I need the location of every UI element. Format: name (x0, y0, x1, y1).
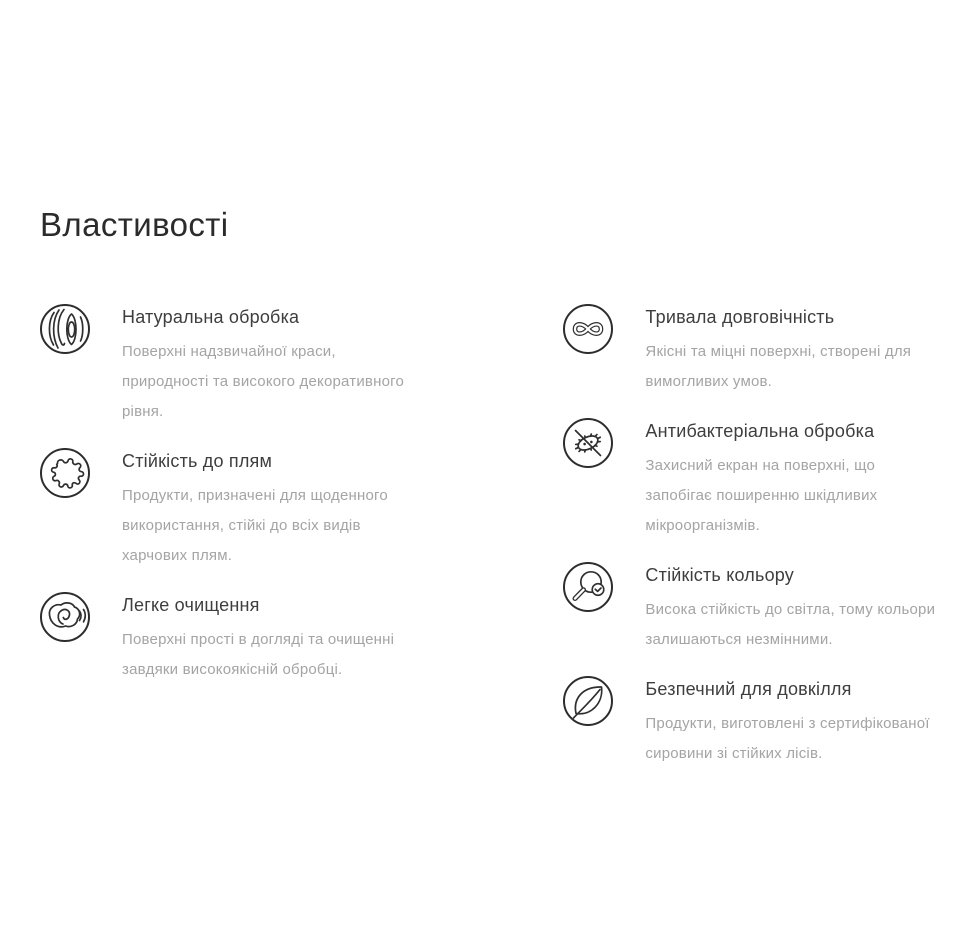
feature-description: Захисний екран на поверхні, що запобігає поширенню шкідливих мікроорганізмів. (645, 456, 878, 534)
feature-title: Тривала довговічність (645, 306, 835, 327)
feature-description: Продукти, виготовлені з сертифікованої сировини зі стійких лісів. (645, 714, 930, 762)
feature-description: Поверхні надзвичайної краси, природності та високого декоративного рівня. (122, 342, 404, 420)
section-title: Властивості (40, 206, 229, 243)
features-column-left (40, 304, 478, 706)
feature-title: Стійкість кольору (645, 564, 795, 585)
feature-text (122, 448, 414, 571)
wood-grain-icon (40, 304, 90, 354)
feature-item-natural-finish (40, 304, 478, 427)
infinity-icon (563, 304, 613, 354)
feature-item-easy-cleaning (40, 592, 478, 685)
feature-title: Антибактеріальна обробка (645, 420, 875, 441)
feature-description: Висока стійкість до світла, тому кольори залишаються незмінними. (645, 600, 936, 648)
feature-title: Натуральна обробка (122, 306, 300, 327)
feature-description: Продукти, призначені для щоденного використання, стійкі до всіх видів харчових плям. (122, 486, 388, 564)
features-grid (40, 304, 938, 790)
feature-title: Безпечний для довкілля (645, 678, 852, 699)
feature-item-durability (563, 304, 938, 397)
feature-item-color-fastness (563, 562, 938, 655)
feature-description: Якісні та міцні поверхні, створені для вимогливих умов. (645, 342, 912, 390)
cleaning-cloth-icon (40, 592, 90, 642)
features-column-right (563, 304, 938, 790)
leaf-icon (563, 676, 613, 726)
feature-item-eco-friendly (563, 676, 938, 769)
feature-description: Поверхні прості в догляді та очищенні завдяки високоякісній обробці. (122, 630, 395, 678)
stain-splat-icon (40, 448, 90, 498)
feature-text (645, 676, 937, 769)
feature-text (645, 418, 937, 541)
feature-text (645, 304, 937, 397)
no-bacteria-icon (563, 418, 613, 468)
magnifier-check-icon (563, 562, 613, 612)
feature-text (122, 592, 414, 685)
feature-text (645, 562, 937, 655)
feature-text (122, 304, 414, 427)
feature-title: Стійкість до плям (122, 450, 273, 471)
feature-title: Легке очищення (122, 594, 260, 615)
feature-item-stain-resistance (40, 448, 478, 571)
feature-item-antibacterial (563, 418, 938, 541)
